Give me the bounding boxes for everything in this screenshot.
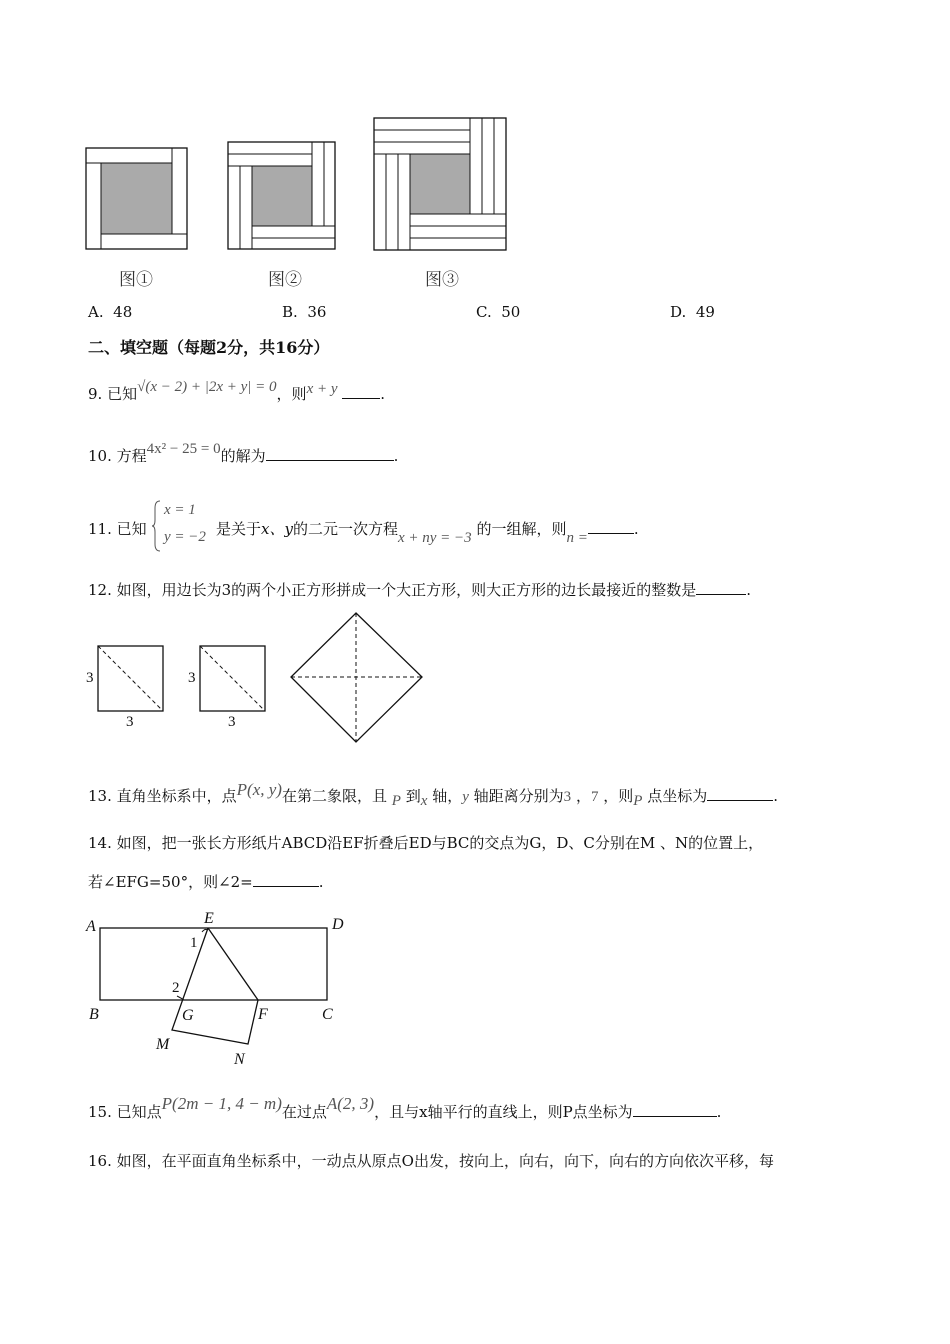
figure-2-caption: 图② <box>268 270 302 290</box>
q10-pre: 方程 <box>116 447 147 465</box>
q13-p-var-2: P <box>633 793 643 809</box>
figure-3 <box>374 118 507 251</box>
q13-text-8: 点坐标为 <box>647 787 708 805</box>
q9-expression-2: x + y <box>306 381 338 397</box>
q12-number: 12. <box>88 581 112 599</box>
q15-point-a: A(2, 3) <box>326 1094 375 1113</box>
q9-number: 9. <box>88 385 103 403</box>
q9-answer-blank[interactable] <box>342 384 380 399</box>
q14-label-g: G <box>182 1007 194 1024</box>
q15-end: . <box>716 1103 722 1121</box>
q14-line-1 <box>88 833 763 853</box>
q14-number: 14. <box>88 834 112 852</box>
q13-text-2: 在第二象限，且 <box>281 787 387 805</box>
q11-vars: x、y <box>261 520 293 538</box>
q14-text-line-2: 若∠EFG=50°，则∠2= <box>88 873 253 891</box>
q14-angle-2-label: 2 <box>172 980 180 996</box>
q15-answer-blank[interactable] <box>633 1102 717 1117</box>
q11-equation: x + ny = −3 <box>397 530 472 546</box>
option-d-letter: D. <box>670 303 687 321</box>
q11-answer-blank[interactable] <box>588 519 634 534</box>
option-d <box>670 302 715 322</box>
question-9 <box>88 379 386 405</box>
q9-expression: √(x − 2) + |2x + y| = 0 <box>137 379 277 395</box>
q13-distance-1: 3 <box>563 789 572 805</box>
q14-figure <box>84 904 354 1074</box>
q14-label-b: B <box>89 1006 99 1023</box>
q14-label-f: F <box>258 1006 268 1023</box>
q12-label-side-2: 3 <box>188 670 196 686</box>
option-b <box>282 302 326 322</box>
q11-end: . <box>633 520 639 538</box>
option-b-value: 36 <box>307 303 327 321</box>
q11-mid: 是关于 <box>216 520 262 538</box>
figure-3-caption: 图③ <box>425 270 459 290</box>
q14-text-line-1: 如图，把一张长方形纸片ABCD沿EF折叠后ED与BC的交点为G，D、C分别在M 、N的位置上， <box>116 834 764 852</box>
question-13 <box>88 780 779 809</box>
q11-number: 11. <box>88 520 112 538</box>
section-heading: 二、填空题（每题2分，共16分） <box>88 338 330 357</box>
q13-text-1: 直角坐标系中，点 <box>116 787 237 805</box>
q10-end: . <box>393 447 399 465</box>
q14-label-a: A <box>86 918 96 935</box>
q13-y-var: y <box>462 789 469 805</box>
q13-answer-blank[interactable] <box>707 786 773 801</box>
q12-large-square <box>290 612 424 744</box>
figure-1-caption: 图① <box>119 270 153 290</box>
q13-p-var: P <box>391 793 401 809</box>
question-11 <box>216 519 639 546</box>
question-16 <box>88 1151 774 1171</box>
q10-answer-blank[interactable] <box>266 446 394 461</box>
q13-point-p: P(x, y) <box>236 780 282 799</box>
q12-answer-blank[interactable] <box>696 580 746 595</box>
q16-text: 如图，在平面直角坐标系中，一动点从原点O出发，按向上，向右，向下，向右的方向依次平移，每 <box>116 1152 774 1170</box>
q15-number: 15. <box>88 1103 112 1121</box>
q13-text-4: 轴， <box>432 787 463 805</box>
q14-label-c: C <box>322 1006 333 1023</box>
q13-text-7: ，则 <box>603 787 634 805</box>
option-c <box>476 302 520 322</box>
option-d-value: 49 <box>695 303 715 321</box>
q13-number: 13. <box>88 787 112 805</box>
q9-mid: ，则 <box>276 385 307 403</box>
q14-angle-1-label: 1 <box>190 935 198 951</box>
q12-text: 如图，用边长为3的两个小正方形拼成一个大正方形，则大正方形的边长最接近的整数是 <box>116 581 697 599</box>
question-10 <box>88 441 399 467</box>
q11-mid3: 的一组解，则 <box>476 520 567 538</box>
q9-end: . <box>380 385 386 403</box>
option-a <box>88 302 132 322</box>
option-c-value: 50 <box>501 303 521 321</box>
q11-system-line-2: y = −2 <box>164 529 206 545</box>
q14-end: . <box>318 873 324 891</box>
figure-1 <box>86 148 188 250</box>
q11-pre: 已知 <box>116 520 147 538</box>
q13-text-6: ， <box>575 787 591 805</box>
q15-pre: 已知点 <box>116 1103 162 1121</box>
q13-text-3: 到 <box>405 787 421 805</box>
q11-mid2: 的二元一次方程 <box>292 520 398 538</box>
q11-n-equals: n = <box>566 530 588 546</box>
option-b-letter: B. <box>282 303 298 321</box>
q11-number-pre <box>88 519 147 539</box>
q15-point-p: P(2m − 1, 4 − m) <box>161 1094 282 1113</box>
q12-label-side-1: 3 <box>86 670 94 686</box>
q12-label-bottom-1: 3 <box>126 714 134 730</box>
q10-equation: 4x² − 25 = 0 <box>146 441 221 457</box>
question-15 <box>88 1094 722 1122</box>
q10-mid: 的解为 <box>220 447 266 465</box>
q14-label-e: E <box>204 910 214 927</box>
q14-answer-blank[interactable] <box>253 872 319 887</box>
option-c-letter: C. <box>476 303 492 321</box>
q15-mid2: ，且与x轴平行的直线上，则P点坐标为 <box>374 1103 633 1121</box>
q13-x-var: x <box>420 793 428 809</box>
q14-label-n: N <box>234 1051 245 1068</box>
q14-line-2 <box>88 872 324 892</box>
q14-label-m: M <box>156 1036 170 1053</box>
q11-system-line-1: x = 1 <box>164 502 196 518</box>
q14-label-d: D <box>332 916 344 933</box>
question-12 <box>88 580 751 600</box>
figure-2 <box>228 142 336 250</box>
option-a-value: 48 <box>113 303 133 321</box>
q13-distance-2: 7 <box>590 789 599 805</box>
q13-end: . <box>773 787 779 805</box>
q16-number: 16. <box>88 1152 112 1170</box>
q13-text-5: 轴距离分别为 <box>473 787 564 805</box>
q10-number: 10. <box>88 447 112 465</box>
q11-brace <box>152 500 162 552</box>
q12-label-bottom-2: 3 <box>228 714 236 730</box>
q9-pre: 已知 <box>107 385 138 403</box>
option-a-letter: A. <box>88 303 104 321</box>
q15-mid: 在过点 <box>281 1103 327 1121</box>
q12-end: . <box>746 581 751 599</box>
